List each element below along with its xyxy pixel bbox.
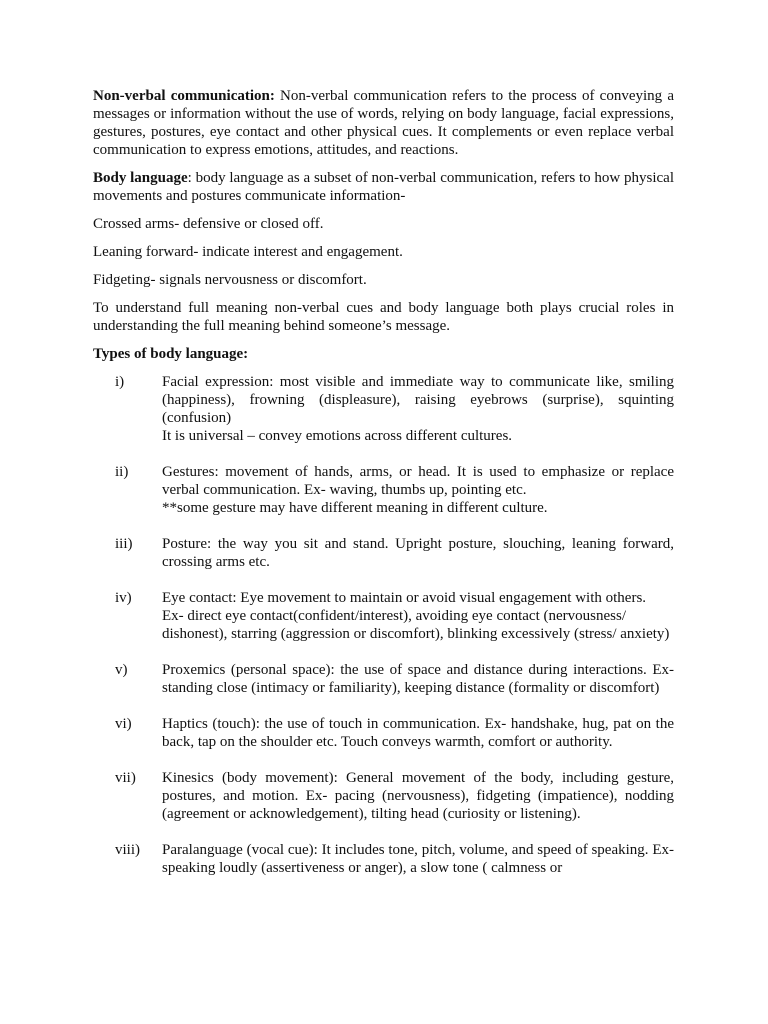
list-item-text: Proxemics (personal space): the use of space and distance during interactions. Ex- standing close (intimacy or familiarity), keeping distance (formality or discomfort) <box>162 662 674 696</box>
list-item-text: Haptics (touch): the use of touch in communication. Ex- handshake, hug, pat on the back, tap on the shoulder etc. Touch conveys warmth, comfort or authority. <box>162 716 674 750</box>
list-item-extra: **some gesture may have different meaning in different culture. <box>162 500 548 516</box>
list-item <box>93 373 674 445</box>
list-item <box>93 589 674 643</box>
list-item <box>93 661 674 697</box>
paragraph-nonverbal-communication <box>93 87 674 159</box>
types-list <box>93 373 674 877</box>
list-item <box>93 715 674 751</box>
heading-body-language: Body language <box>93 170 188 186</box>
list-item-number: iv) <box>115 590 132 606</box>
text-body-language: : body language as a subset of non-verbal communication, refers to how physical movements and postures communicate information- <box>93 170 675 204</box>
list-item-number: ii) <box>115 464 129 480</box>
text-nonverbal-communication: Non-verbal communication refers to the process of conveying a messages or information without the use of words, relying on body language, facial expressions, gestures, postures, eye contact and other physical cues. It complements or even replace verbal communication to express emotions, attitudes, and reactions. <box>93 88 674 158</box>
document-body <box>93 87 674 895</box>
list-item-number: i) <box>115 374 125 390</box>
list-item-number: vi) <box>115 716 132 732</box>
paragraph-understand: To understand full meaning non-verbal cues and body language both plays crucial roles in understanding the full meaning behind someone’s message. <box>93 300 674 334</box>
list-item-text: Posture: the way you sit and stand. Upright posture, slouching, leaning forward, crossing arms etc. <box>162 536 674 570</box>
paragraph-leaning-forward: Leaning forward- indicate interest and engagement. <box>93 244 403 260</box>
heading-types-of-body-language <box>93 345 674 363</box>
list-item-number: viii) <box>115 842 140 858</box>
list-item-text: Eye contact: Eye movement to maintain or avoid visual engagement with others. <box>162 590 647 606</box>
list-item-number: vii) <box>115 770 136 786</box>
list-item-extra: Ex- direct eye contact(confident/interest), avoiding eye contact (nervousness/ dishonest), starring (aggression or discomfort), blinking excessively (stress/ anxiety) <box>162 608 670 642</box>
list-item <box>93 841 674 877</box>
list-item-number: iii) <box>115 536 133 552</box>
list-item-extra: It is universal – convey emotions across different cultures. <box>162 428 513 444</box>
list-item-number: v) <box>115 662 128 678</box>
paragraph-crossed-arms: Crossed arms- defensive or closed off. <box>93 216 324 232</box>
list-item <box>93 769 674 823</box>
list-item-text: Kinesics (body movement): General movement of the body, including gesture, postures, and motion. Ex- pacing (nervousness), fidgeting (impatience), nodding (agreement or acknowledgement), tilting head (curiosity or listening). <box>162 770 674 822</box>
paragraph-fidgeting: Fidgeting- signals nervousness or discomfort. <box>93 272 367 288</box>
types-heading-text: Types of body language: <box>93 346 249 362</box>
list-item-text: Paralanguage (vocal cue): It includes tone, pitch, volume, and speed of speaking. Ex- speaking loudly (assertiveness or anger), a slow tone ( calmness or <box>162 842 674 876</box>
list-item-text: Gestures: movement of hands, arms, or head. It is used to emphasize or replace verbal communication. Ex- waving, thumbs up, pointing etc. <box>162 464 674 498</box>
list-item <box>93 535 674 571</box>
heading-nonverbal-communication: Non-verbal communication: <box>93 88 275 104</box>
paragraph-body-language <box>93 169 674 205</box>
list-item <box>93 463 674 517</box>
list-item-text: Facial expression: most visible and immediate way to communicate like, smiling (happiness), frowning (displeasure), raising eyebrows (surprise), squinting (confusion) <box>162 374 674 426</box>
